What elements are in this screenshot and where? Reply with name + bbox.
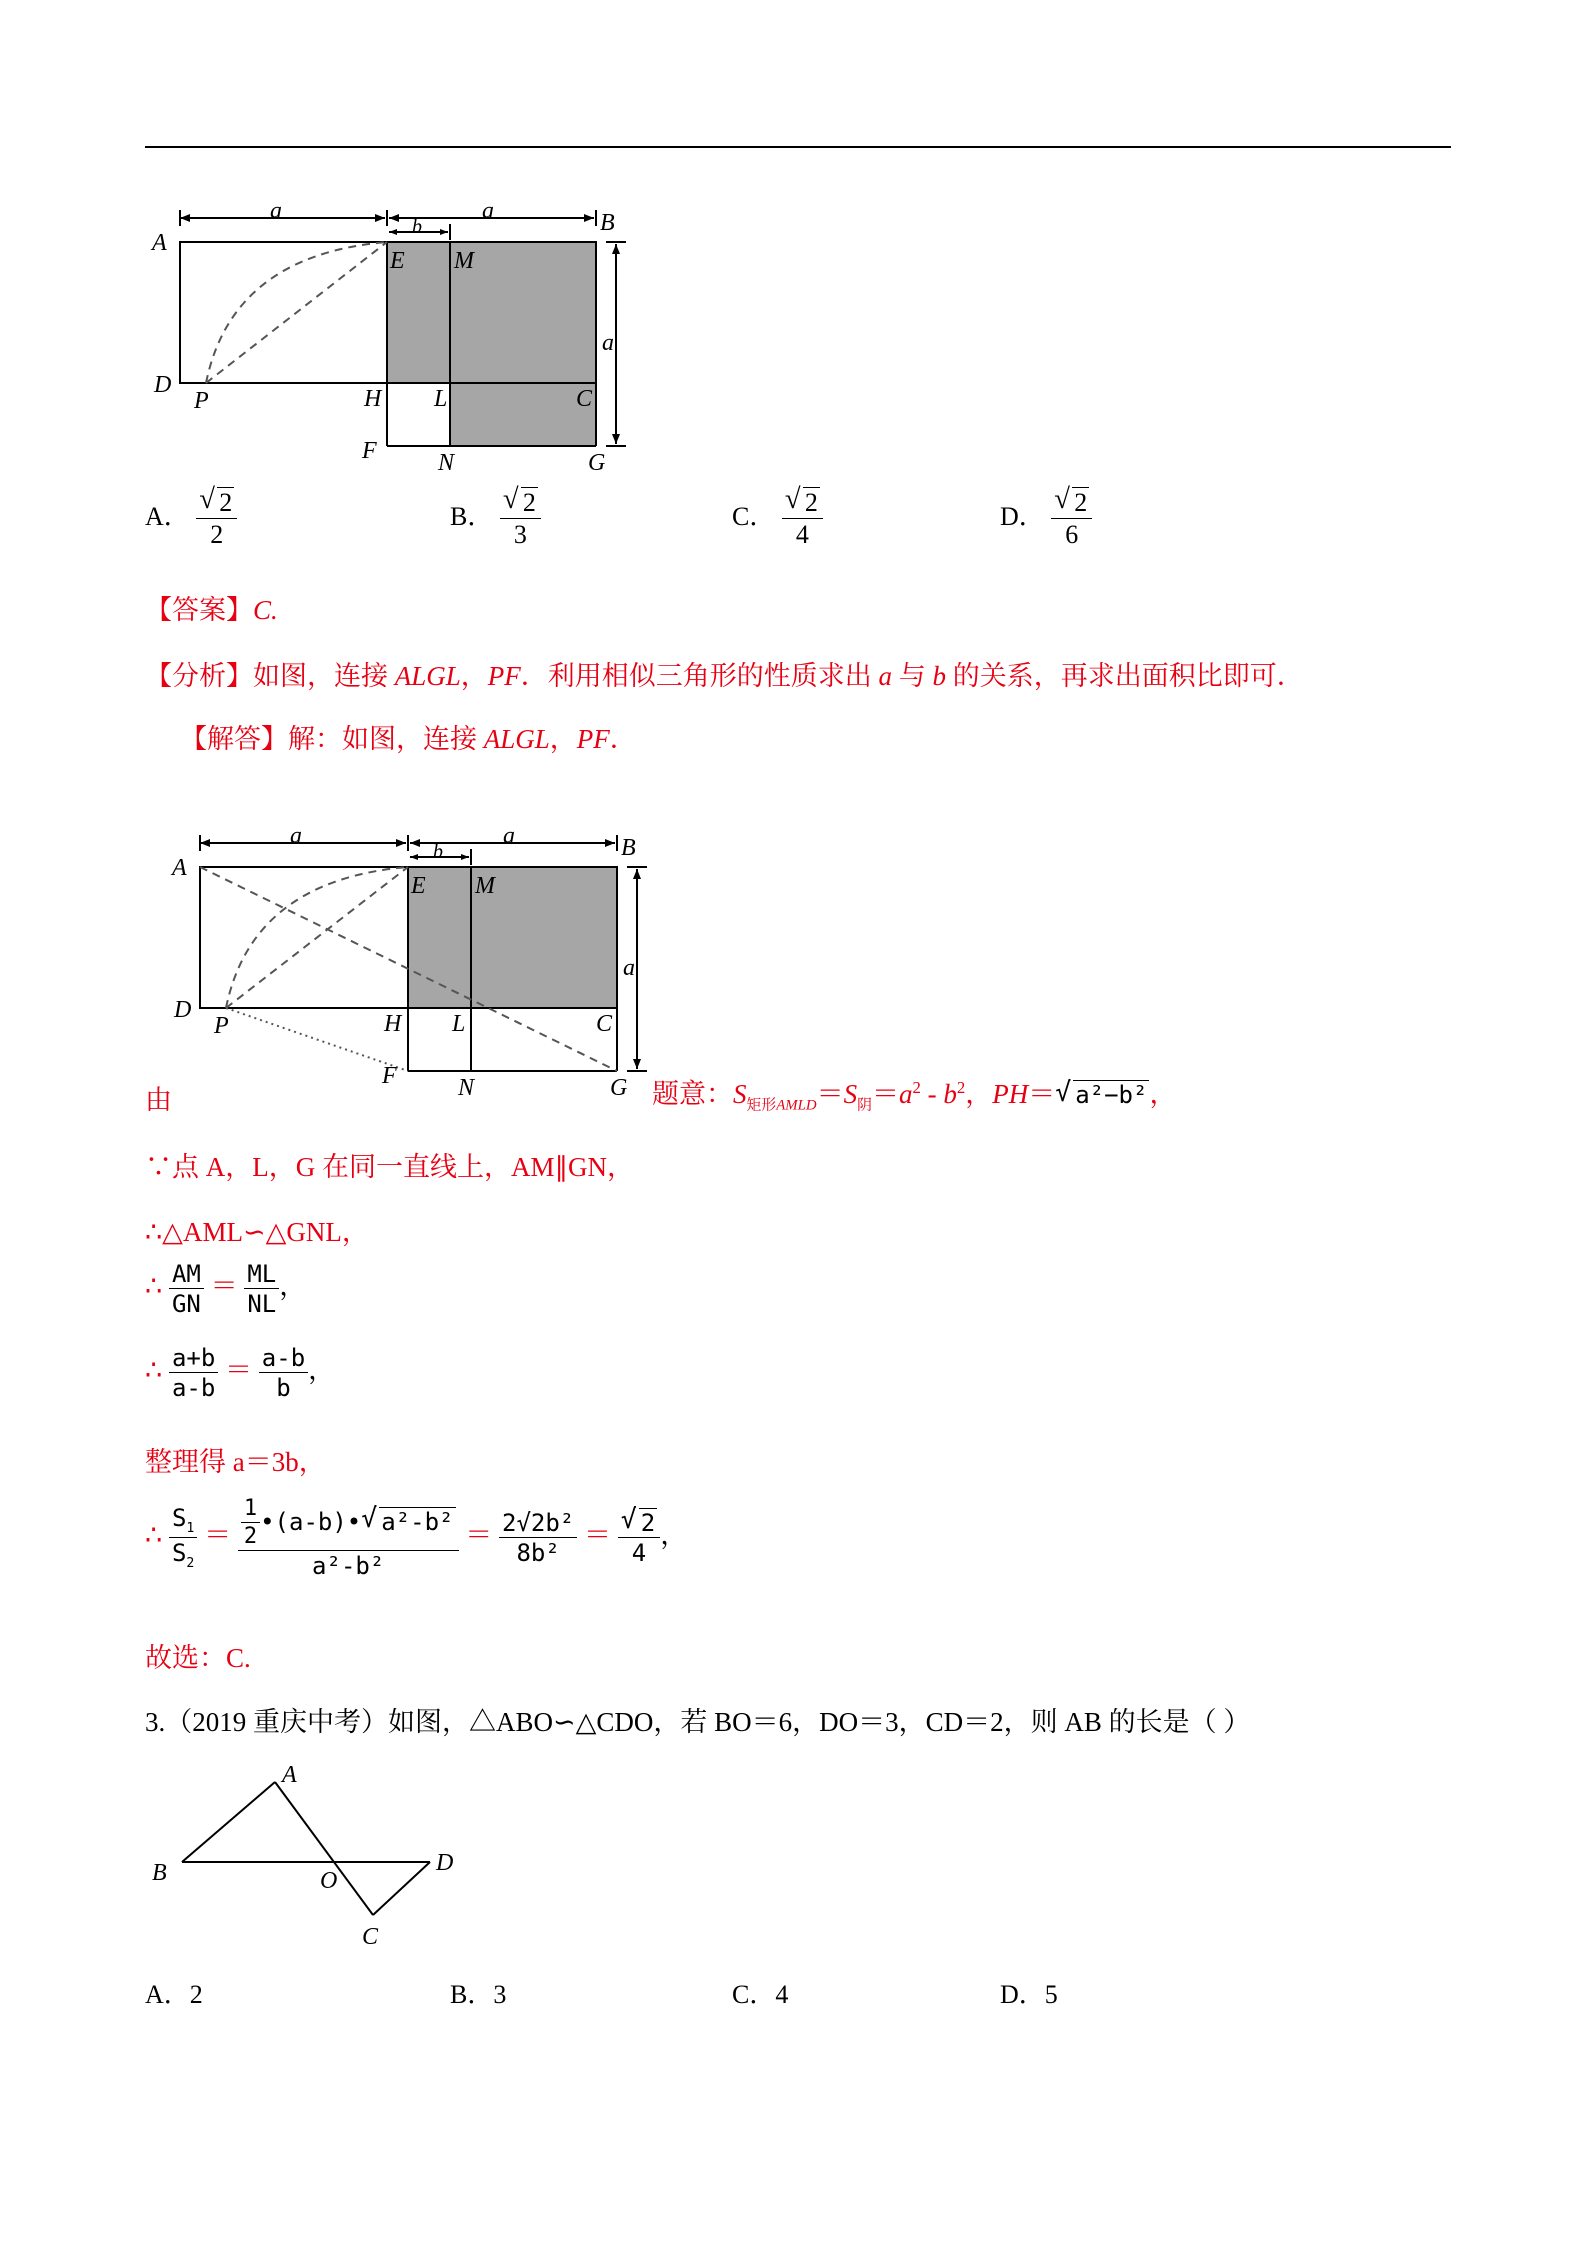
fig1-label-a-top: a: [270, 200, 282, 224]
q2-option-b[interactable]: B． √ 2 3: [450, 490, 541, 548]
step-final-ratio: ∴ $\frac{S_1}{S_2}$ ＝ $\frac{1}{2}$ •(a-b)• √ a²-b² a²-b² ＝ $\frac{\text{2√2b²}}{\text{8b²}}$ ＝ √ 2 4 ，: [145, 1496, 688, 1580]
step-collinear: ∵点 A，L，G 在同一直线上，AM∥GN，: [145, 1152, 634, 1182]
q3-option-b[interactable]: B．3: [450, 1980, 507, 2009]
fig3-label-C: C: [362, 1924, 379, 1950]
fig2-label-a-top2: a: [503, 825, 515, 849]
fig1-label-N: N: [438, 450, 455, 476]
q2-option-c[interactable]: C． √ 2 4: [732, 490, 823, 548]
fig2-label-N: N: [458, 1075, 475, 1101]
fig1-label-G: G: [588, 450, 606, 476]
fig1-label-E: E: [390, 248, 405, 274]
fig2-label-a-top: a: [290, 825, 302, 849]
fig3-label-B: B: [152, 1860, 167, 1886]
step-simplify: 整理得 a＝3b，: [145, 1447, 326, 1477]
fig1-label-A: A: [152, 230, 167, 256]
fig3-label-D: D: [436, 1850, 454, 1876]
step-ratio-1: ∴ $\frac{AM}{GN}$ ＝ $\frac{ML}{NL}$ ，: [145, 1260, 307, 1318]
fig2-label-b-top: b: [433, 841, 443, 863]
fig1-label-M: M: [454, 248, 474, 274]
fig2-label-C: C: [596, 1011, 613, 1037]
fig1-label-B: B: [600, 210, 615, 236]
fig1-label-b-top: b: [412, 216, 422, 238]
fig3-label-A: A: [282, 1762, 297, 1788]
step-choose: 故选：C.: [145, 1643, 251, 1673]
q3-option-c[interactable]: C．4: [732, 1980, 789, 2009]
q2-option-d[interactable]: D． √ 2 6: [1000, 490, 1092, 548]
fig2-label-H: H: [384, 1011, 402, 1037]
step-area-relation: 题意：$S_{矩形AMLD}=S_阴=a^2 - b^2$，PH＝ √ a²−b²，: [652, 1077, 1177, 1114]
header-rule: [145, 146, 1451, 148]
fig1-label-a-top2: a: [482, 200, 494, 224]
fig2-label-D: D: [174, 997, 192, 1023]
fig2-label-A: A: [172, 855, 187, 881]
fig2-label-P: P: [214, 1013, 229, 1039]
fig2-label-M: M: [475, 873, 495, 899]
fig1-label-C: C: [576, 386, 593, 412]
fig1-label-H: H: [364, 386, 382, 412]
fig2-label-F: F: [382, 1063, 397, 1089]
fig1-label-D: D: [154, 372, 172, 398]
step-similar: ∴△AML∽△GNL，: [145, 1217, 369, 1247]
solution-line: 【解答】解：如图，连接 ALGL，PF．: [180, 724, 637, 754]
q2-option-a[interactable]: A． √ 2 2: [145, 490, 237, 548]
q3-option-a[interactable]: A．2: [145, 1980, 203, 2009]
fig2-label-G: G: [610, 1075, 628, 1101]
fig1-label-L: L: [434, 386, 448, 412]
q3-stem: 3.（2019 重庆中考）如图，△ABO∽△CDO，若 BO＝6，DO＝3，CD＝2，则 AB 的长是（ ）: [145, 1707, 1251, 1737]
step-ratio-2: ∴ $\frac{a+b}{a-b}$ ＝ $\frac{a-b}{b}$ ，: [145, 1344, 336, 1402]
fig2-label-a-side: a: [623, 955, 635, 981]
fig2-label-E: E: [411, 873, 426, 899]
fig1-label-P: P: [194, 388, 209, 414]
figure-1-rectangles: [140, 200, 660, 480]
figure-2-rectangles: [160, 825, 680, 1105]
fig2-label-B: B: [621, 835, 636, 861]
fig3-label-O: O: [320, 1868, 338, 1894]
fig2-label-L: L: [452, 1011, 466, 1037]
step-you: 由: [145, 1085, 172, 1115]
analysis-line: 【分析】如图，连接 ALGL，PF．利用相似三角形的性质求出 a 与 b 的关系，再求出面积比即可．: [145, 661, 1304, 691]
answer-line: 【答案】C.: [145, 595, 278, 625]
figure-3-triangles: [140, 1752, 480, 1952]
fig1-label-a-side: a: [602, 330, 614, 356]
q3-option-d[interactable]: D．5: [1000, 1980, 1058, 2009]
fig1-label-F: F: [362, 438, 377, 464]
